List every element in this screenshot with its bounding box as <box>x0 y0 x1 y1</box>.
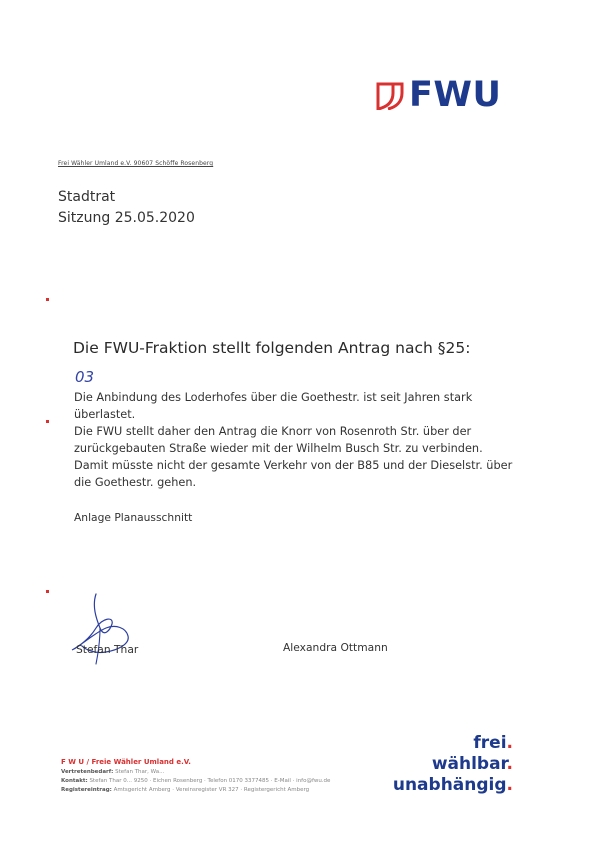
footer-line-3-label: Registereintrag: <box>61 787 112 793</box>
session-date: Sitzung 25.05.2020 <box>58 210 195 226</box>
fold-mark-bottom <box>46 590 49 593</box>
footer-line-2 <box>61 778 330 784</box>
logo-text: FWU <box>409 75 502 115</box>
body-paragraph-1: Die Anbindung des Loderhofes über die Goethestr. ist seit Jahren stark überlastet. <box>74 391 473 421</box>
slogan-dot-2: . <box>506 754 513 774</box>
signatory-left-name: Stefan Thar <box>76 643 139 656</box>
slogan-word-2: wählbar <box>431 754 507 774</box>
slogan-word-1: frei <box>473 733 507 753</box>
attachment-note: Anlage Planausschnitt <box>74 511 193 524</box>
slogan-dot-1: . <box>506 733 513 753</box>
slogan <box>393 733 513 796</box>
footer-line-2-value: Stefan Thar 0... 9250 · Eichen Rosenberg · Telefon 0170 3377485 · E-Mail · info@fwu.de <box>89 778 331 784</box>
slogan-line-2 <box>393 754 513 775</box>
footer-line-3 <box>61 787 309 793</box>
recipient-council: Stadtrat <box>58 189 116 205</box>
slogan-line-3 <box>393 775 513 796</box>
footer-line-1-value: Stefan Thar, Wa... <box>115 769 165 775</box>
fwu-logo <box>375 75 517 115</box>
fold-mark-top <box>46 298 49 301</box>
footer-line-2-label: Kontakt: <box>61 778 88 784</box>
slogan-line-1 <box>393 733 513 754</box>
slogan-word-3: unabhängig <box>392 775 507 795</box>
motion-heading: Die FWU-Fraktion stellt folgenden Antrag nach §25: <box>73 339 471 357</box>
signatory-right-name: Alexandra Ottmann <box>283 641 388 654</box>
motion-number: 03 <box>75 368 95 386</box>
footer-line-3-value: Amtsgericht Amberg · Vereinsregister VR 327 · Registergericht Amberg <box>113 787 310 793</box>
body-paragraph-2: Die FWU stellt daher den Antrag die Knorr von Rosenroth Str. über der zurückgebauten Straße wieder mit der Wilhelm Busch Str. zu verbinden. Damit müsste nicht der gesamte Verkehr von der B85 und der Dieselstr. über die Goethestr. gehen. <box>74 425 513 489</box>
motion-body <box>74 389 514 491</box>
slogan-dot-3: . <box>506 775 513 795</box>
punch-mark <box>46 420 49 423</box>
footer-line-1 <box>61 769 164 775</box>
footer-organization: F W U / Freie Wähler Umland e.V. <box>61 758 191 766</box>
sender-address-line: Frei Wähler Umland e.V. 90607 Schöffe Rosenberg <box>58 160 214 167</box>
fwu-shield-icon <box>375 80 405 110</box>
footer-line-1-label: Vertretenbedarf: <box>61 769 114 775</box>
